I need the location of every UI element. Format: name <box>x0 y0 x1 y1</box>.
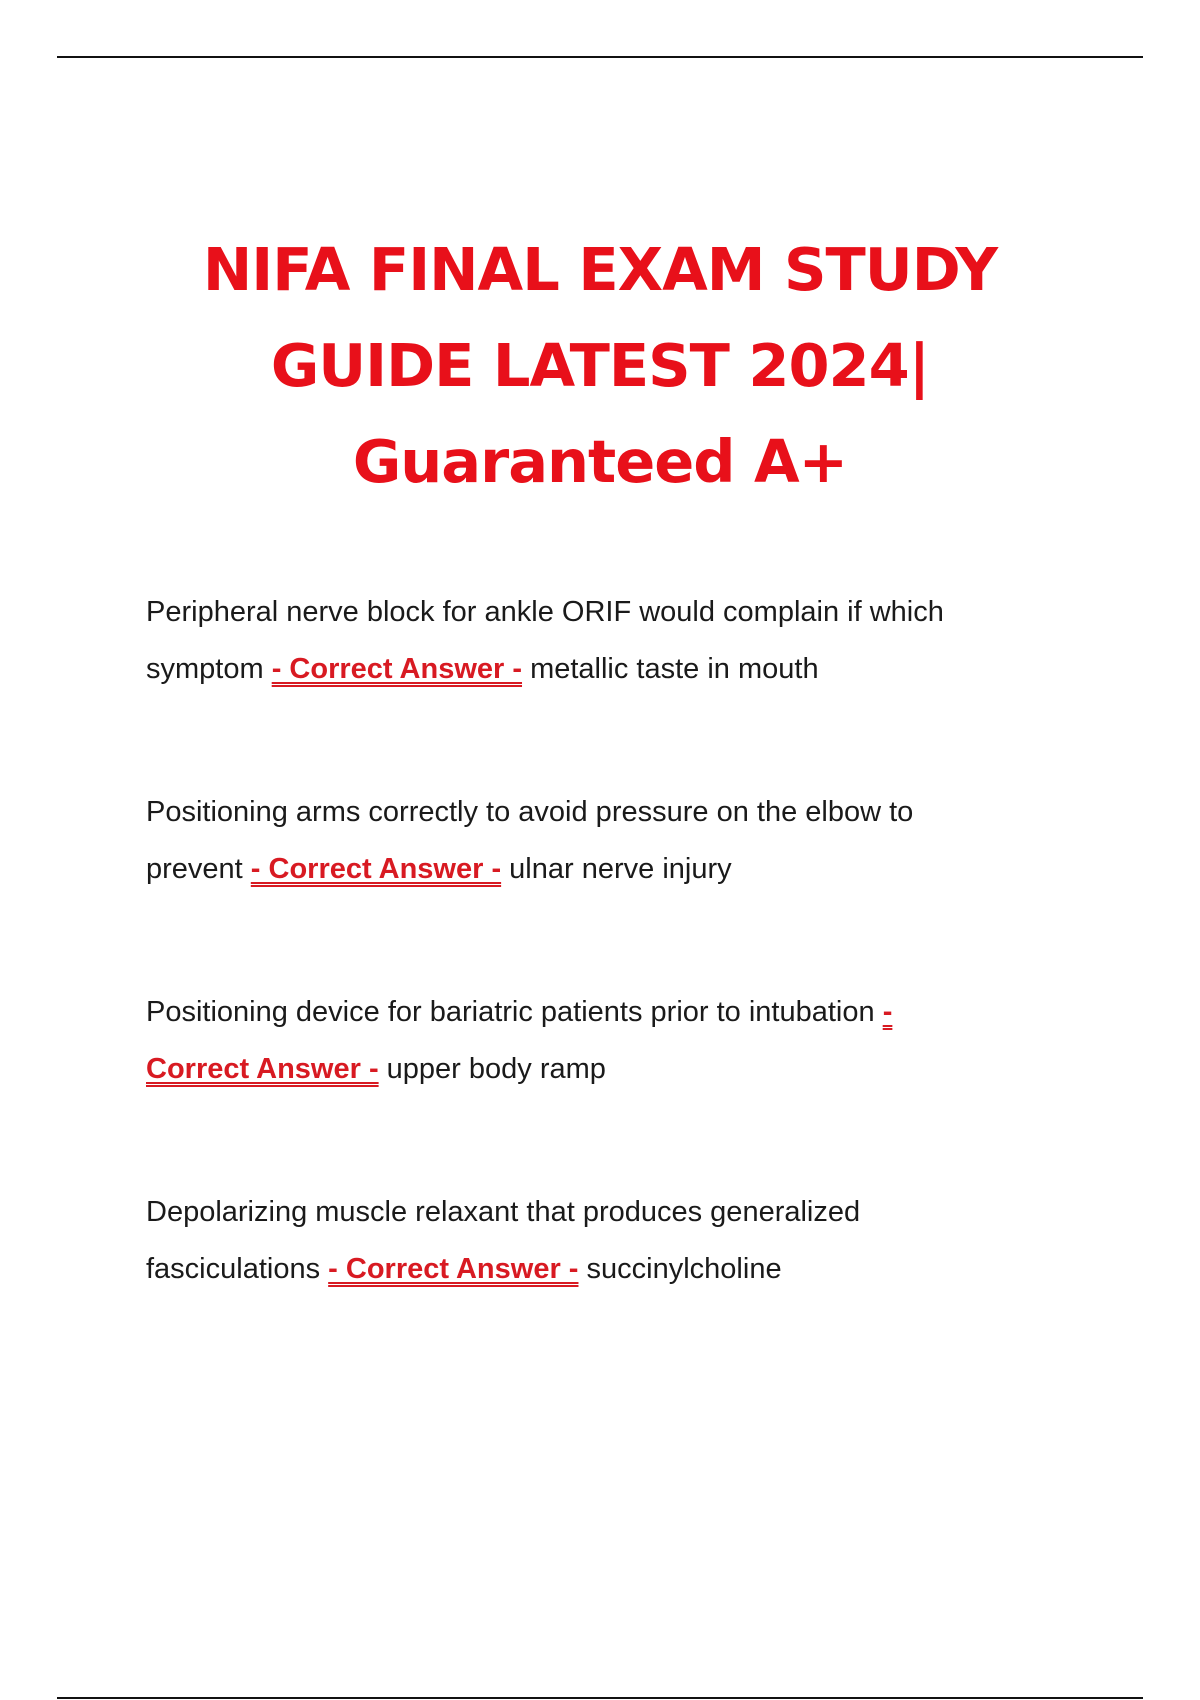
correct-answer-label: - Correct Answer - <box>250 853 502 885</box>
question-line <box>146 784 1046 841</box>
question-text: Positioning arms correctly to avoid pressure on the elbow to <box>146 796 914 828</box>
correct-answer-label-part-2: Correct Answer - <box>146 1053 379 1085</box>
qa-item-2 <box>146 784 1046 898</box>
question-text: prevent <box>146 853 243 885</box>
top-rule <box>57 56 1143 58</box>
answer-text: metallic taste in mouth <box>530 653 819 685</box>
question-text: symptom <box>146 653 264 685</box>
title-line-2: GUIDE LATEST 2024| <box>270 331 930 400</box>
correct-answer-label: - Correct Answer - <box>271 653 523 685</box>
question-answer-line <box>146 1241 1046 1298</box>
qa-item-1 <box>146 584 1046 698</box>
qa-list <box>146 584 1046 1384</box>
title-line-3: Guaranteed A+ <box>352 427 848 496</box>
title-line-1: NIFA FINAL EXAM STUDY <box>202 235 998 304</box>
correct-answer-label-part-1: - <box>882 996 893 1028</box>
question-line <box>146 1184 1046 1241</box>
question-text: Depolarizing muscle relaxant that produces generalized <box>146 1196 861 1228</box>
question-text: Peripheral nerve block for ankle ORIF would complain if which <box>146 596 944 628</box>
qa-item-4 <box>146 1184 1046 1298</box>
bottom-rule <box>57 1697 1143 1699</box>
question-answer-line <box>146 641 1046 698</box>
question-line <box>146 584 1046 641</box>
answer-text: succinylcholine <box>586 1253 782 1285</box>
answer-text: upper body ramp <box>386 1053 606 1085</box>
question-text: Positioning device for bariatric patients prior to intubation <box>146 996 875 1028</box>
answer-text: ulnar nerve injury <box>509 853 732 885</box>
question-answer-line <box>146 1041 1046 1098</box>
document-title <box>100 222 1100 510</box>
question-line <box>146 984 1046 1041</box>
correct-answer-label: - Correct Answer - <box>328 1253 579 1285</box>
qa-item-3 <box>146 984 1046 1098</box>
question-text: fasciculations <box>146 1253 321 1285</box>
question-answer-line <box>146 841 1046 898</box>
